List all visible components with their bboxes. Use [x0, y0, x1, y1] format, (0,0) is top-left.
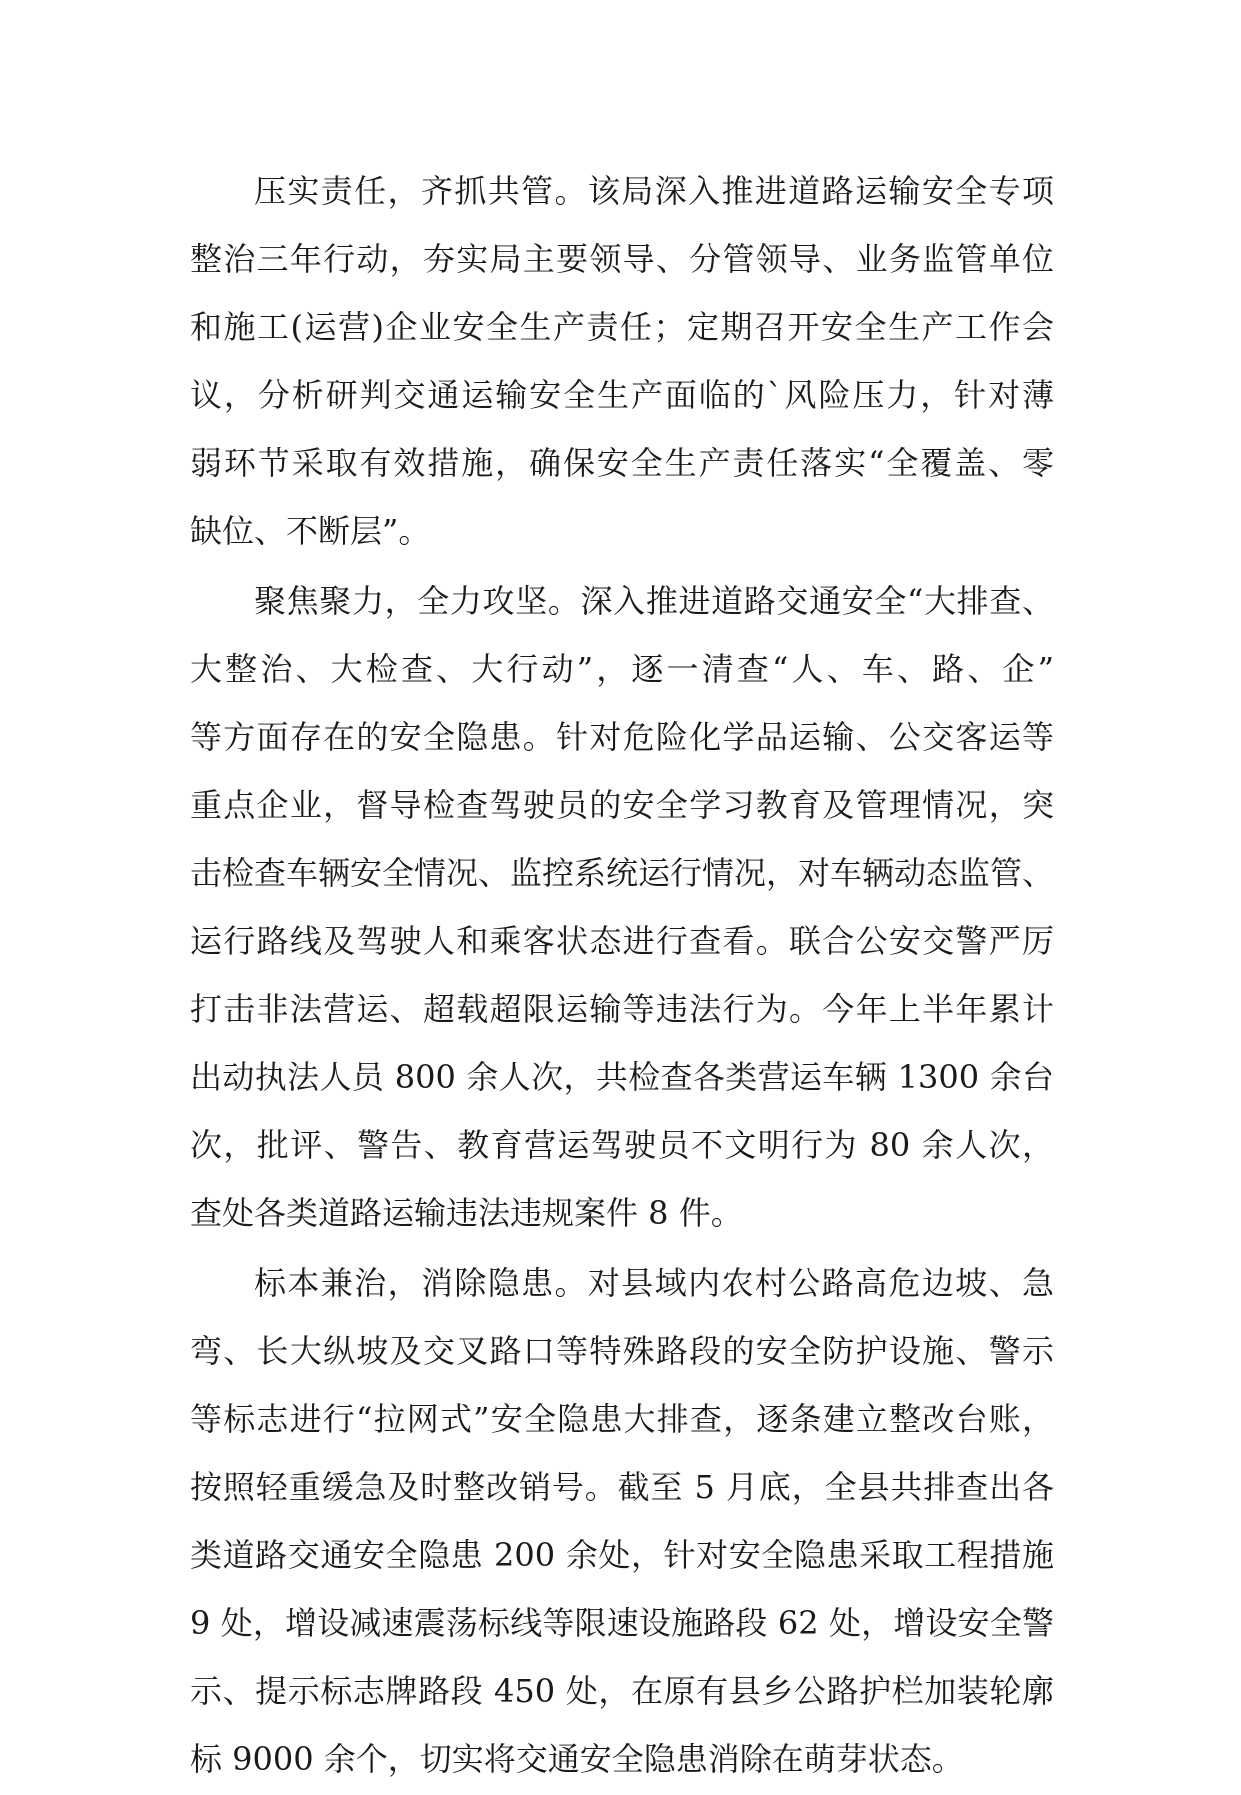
text-line: 击检查车辆安全情况、监控系统运行情况，对车辆动态监管、 — [190, 854, 1055, 892]
text-line: 等标志进行“拉网式”安全隐患大排查，逐条建立整改台账， — [190, 1400, 1054, 1438]
text-line: 聚焦聚力，全力攻坚。深入推进道路交通安全“大排查、 — [254, 582, 1054, 620]
text-line: 查处各类道路运输违法违规案件 8 件。 — [190, 1194, 743, 1232]
text-line: 示、提示标志牌路段 450 处，在原有县乡公路护栏加装轮廓 — [190, 1672, 1054, 1710]
text-line: 压实责任，齐抓共管。该局深入推进道路运输安全专项 — [254, 172, 1054, 210]
text-line: 次，批评、警告、教育营运驾驶员不文明行为 80 余人次， — [190, 1126, 1054, 1164]
text-line: 缺位、不断层”。 — [190, 512, 431, 550]
text-line: 类道路交通安全隐患 200 余处，针对安全隐患采取工程措施 — [190, 1536, 1054, 1574]
document-body — [190, 157, 1054, 1795]
paragraph-focus — [190, 567, 1054, 1247]
text-line: 标 9000 余个，切实将交通安全隐患消除在萌芽状态。 — [190, 1740, 964, 1778]
text-line: 9 处，增设减速震荡标线等限速设施路段 62 处，增设安全警 — [190, 1604, 1054, 1642]
text-line: 和施工(运营)企业安全生产责任；定期召开安全生产工作会 — [190, 308, 1054, 346]
text-line: 弯、长大纵坡及交叉路口等特殊路段的安全防护设施、警示 — [190, 1332, 1054, 1370]
paragraph-responsibility — [190, 157, 1054, 565]
text-line: 运行路线及驾驶人和乘客状态进行查看。联合公安交警严厉 — [190, 922, 1054, 960]
text-line: 议，分析研判交通运输安全生产面临的`风险压力，针对薄 — [190, 376, 1054, 414]
text-line: 重点企业，督导检查驾驶员的安全学习教育及管理情况，突 — [190, 786, 1054, 824]
text-line: 出动执法人员 800 余人次，共检查各类营运车辆 1300 余台 — [190, 1058, 1054, 1096]
text-line: 打击非法营运、超载超限运输等违法行为。今年上半年累计 — [190, 990, 1054, 1028]
text-line: 按照轻重缓急及时整改销号。截至 5 月底，全县共排查出各 — [190, 1468, 1054, 1506]
text-line: 大整治、大检查、大行动”，逐一清查“人、车、路、企” — [190, 650, 1054, 688]
text-line: 整治三年行动，夯实局主要领导、分管领导、业务监管单位 — [190, 240, 1054, 278]
paragraph-hazards — [190, 1249, 1054, 1793]
text-line: 弱环节采取有效措施，确保安全生产责任落实“全覆盖、零 — [190, 444, 1054, 482]
text-line: 标本兼治，消除隐患。对县域内农村公路高危边坡、急 — [254, 1264, 1054, 1302]
text-line: 等方面存在的安全隐患。针对危险化学品运输、公交客运等 — [190, 718, 1054, 756]
